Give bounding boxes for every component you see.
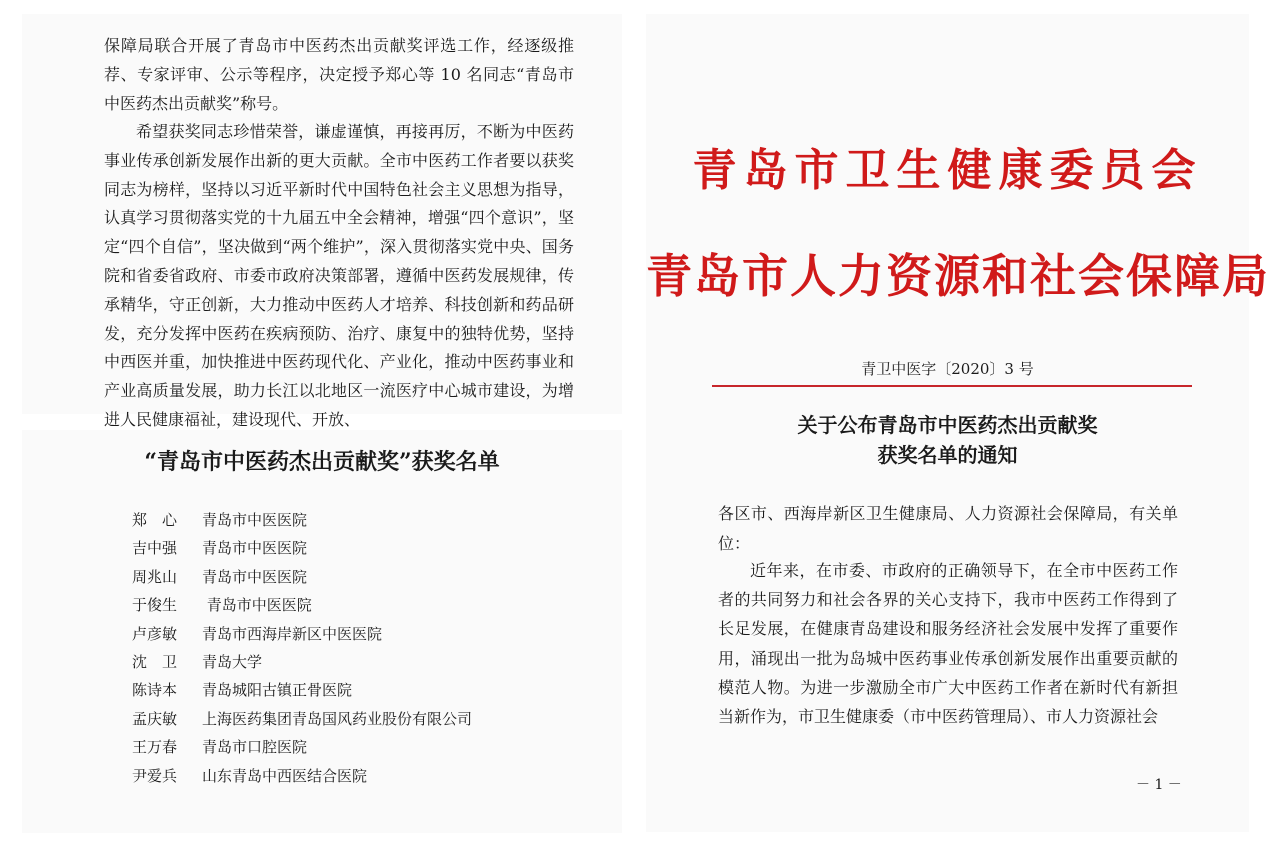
winner-organization: 青岛市西海岸新区中医医院	[202, 624, 383, 643]
winner-organization: 青岛大学	[202, 652, 263, 671]
winner-list	[132, 506, 592, 790]
addressee: 各区市、西海岸新区卫生健康局、人力资源社会保障局，有关单位：	[718, 504, 1178, 553]
winner-name: 卢彦敏	[132, 624, 178, 643]
winner-row	[132, 648, 592, 676]
winner-name: 王万春	[132, 738, 178, 757]
red-divider-line	[712, 385, 1192, 387]
notice-title-line-1: 关于公布青岛市中医药杰出贡献奖	[797, 413, 1098, 437]
notice-first-page	[646, 14, 1270, 832]
winner-name: 陈诗本	[132, 681, 178, 700]
page-fragment-continuation	[22, 14, 622, 429]
winner-name: 郑 心	[132, 511, 178, 529]
winner-organization: 青岛市中医医院	[202, 596, 312, 615]
winner-row	[132, 563, 592, 591]
continued-paragraph: 保障局联合开展了青岛市中医药杰出贡献奖评选工作，经逐级推荐、专家评审、公示等程序，决定授予郑心等 10 名同志“青岛市中医药杰出贡献奖”称号。	[104, 36, 574, 113]
winner-organization: 上海医药集团青岛国风药业股份有限公司	[202, 709, 473, 728]
winner-name: 孟庆敏	[132, 709, 178, 728]
winner-name: 尹爱兵	[132, 766, 178, 785]
winner-row	[132, 762, 592, 790]
winner-list-title: “青岛市中医药杰出贡献奖”获奖名单	[144, 449, 500, 475]
winner-name: 于俊生	[132, 596, 178, 615]
winner-list-page	[22, 430, 622, 833]
winner-organization: 青岛市中医医院	[202, 511, 308, 529]
notice-title	[646, 410, 1249, 470]
winner-row	[132, 591, 592, 619]
winner-organization: 山东青岛中西医结合医院	[202, 766, 368, 785]
winner-organization: 青岛市中医医院	[202, 567, 308, 586]
encouragement-paragraph: 希望获奖同志珍惜荣誉，谦虚谨慎，再接再厉，不断为中医药事业传承创新发展作出新的更大贡献。全市中医药工作者要以获奖同志为榜样，坚持以习近平新时代中国特色社会主义思想为指导，认真学习贯彻落实党的十九届五中全会精神，增强“四个意识”，坚定“四个自信”，坚决做到“两个维护”，深入贯彻落实党中央、国务院和省委省政府、市委市政府决策部署，遵循中医药发展规律，传承精华，守正创新，大力推动中医药人才培养、科技创新和药品研发，充分发挥中医药在疾病预防、治疗、康复中的独特优势，坚持中西医并重，加快推进中医药现代化、产业化，推动中医药事业和产业高质量发展，助力长江以北地区一流医疗中心城市建设，为增进人民健康福祉，建设现代、开放、	[104, 122, 574, 429]
winner-name: 沈 卫	[132, 652, 178, 671]
winner-row	[132, 534, 592, 562]
winner-row	[132, 620, 592, 648]
winner-row	[132, 733, 592, 761]
winner-name: 吉中强	[132, 539, 178, 558]
winner-row	[132, 676, 592, 704]
winner-row	[132, 705, 592, 733]
winner-organization: 青岛城阳古镇正骨医院	[202, 681, 353, 700]
issuer-health-commission: 青岛市卫生健康委员会	[692, 145, 1203, 196]
issuer-hr-bureau: 青岛市人力资源和社会保障局	[646, 249, 1270, 303]
winner-organization: 青岛市口腔医院	[202, 738, 308, 757]
page-number: － 1 －	[1136, 777, 1182, 793]
winner-organization: 青岛市中医医院	[202, 539, 308, 558]
winner-row	[132, 506, 592, 534]
document-number: 青卫中医字〔2020〕3 号	[861, 360, 1034, 378]
winner-name: 周兆山	[132, 567, 178, 586]
notice-body-paragraph: 近年来，在市委、市政府的正确领导下，在全市中医药工作者的共同努力和社会各界的关心支持下，我市中医药工作得到了长足发展，在健康青岛建设和服务经济社会发展中发挥了重要作用，涌现出一批为岛城中医药事业传承创新发展作出重要贡献的模范人物。为进一步激励全市广大中医药工作者在新时代有新担当新作为，市卫生健康委（市中医药管理局）、市人力资源社会	[718, 561, 1178, 727]
notice-title-line-2: 获奖名单的通知	[877, 443, 1018, 467]
